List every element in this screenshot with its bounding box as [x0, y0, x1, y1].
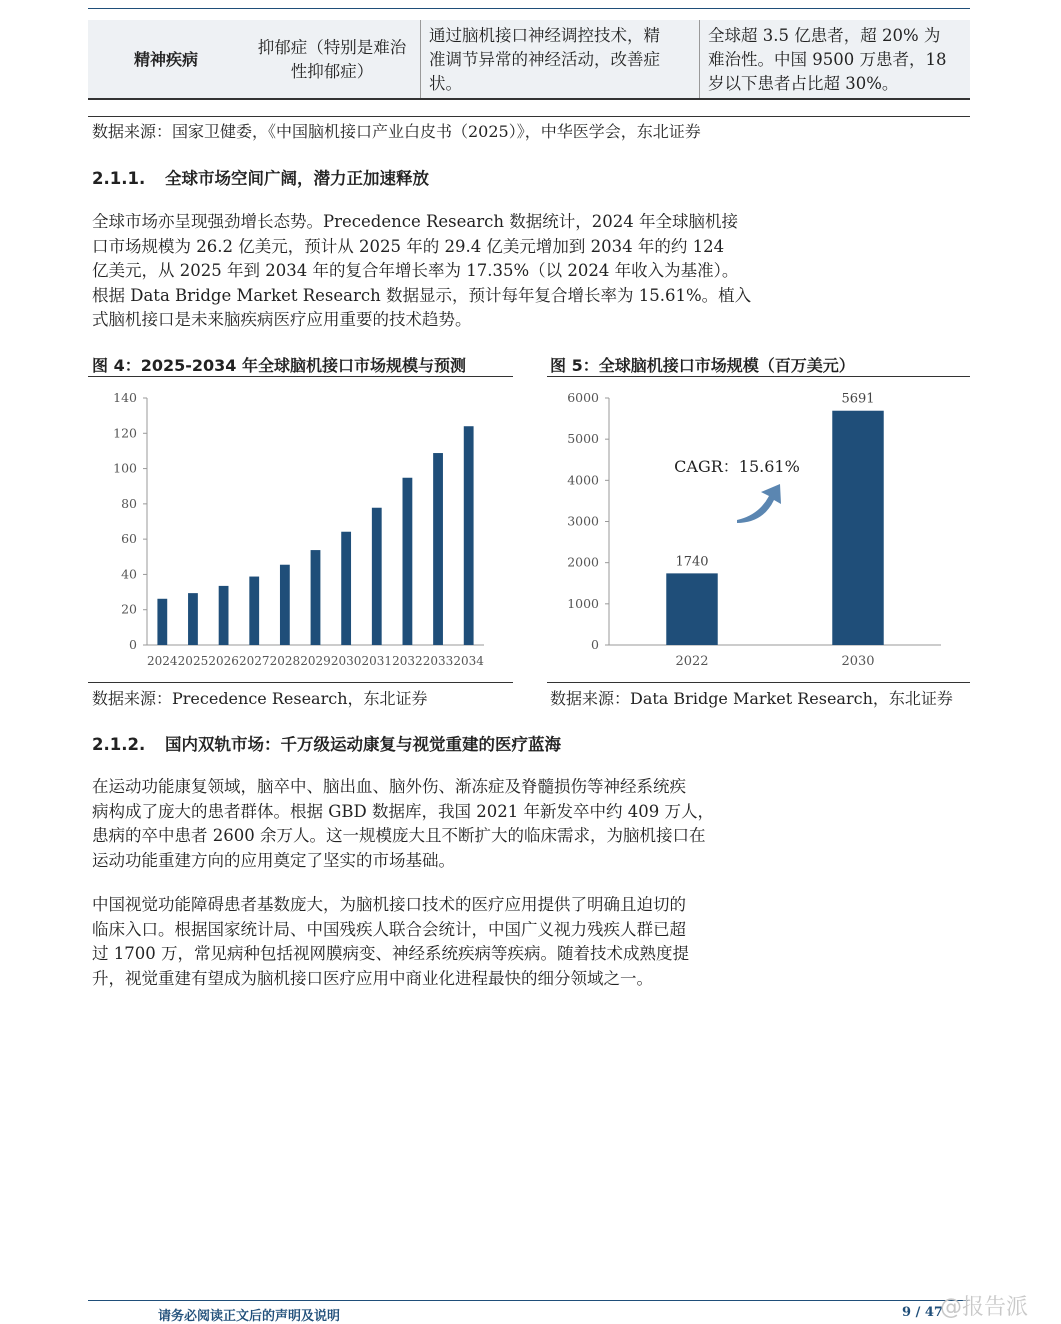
section-2-1-1-heading: [92, 165, 429, 189]
fig5-source: 数据来源：Data Bridge Market Research，东北证券: [550, 689, 953, 708]
y-tick-label: 60: [121, 531, 137, 547]
tech-cell: [421, 20, 700, 100]
x-tick-label: 2026: [208, 654, 239, 668]
disease-table: [88, 20, 970, 100]
fig4-title: 图 4：2025-2034 年全球脑机接口市场规模与预测: [92, 356, 466, 375]
cagr-label: CAGR：15.61%: [674, 457, 800, 476]
stats-line: 难治性。中国 9500 万患者，18: [708, 50, 947, 69]
paragraph-line: 亿美元，从 2025 年到 2034 年的复合年增长率为 17.35%（以 2024 年收入为基准）。: [92, 261, 739, 280]
y-tick-label: 100: [113, 460, 137, 476]
paragraph-line: 病构成了庞大的患者群体。根据 GBD 数据库，我国 2021 年新发卒中约 409 万人，: [92, 801, 714, 821]
x-tick-label: 2022: [675, 654, 709, 669]
fig5-title-rule: [547, 376, 970, 377]
up-arrow-icon: [737, 484, 781, 523]
section-number: 2.1.2.: [92, 735, 146, 754]
x-tick-label: 2028: [269, 654, 301, 668]
bar: [280, 565, 290, 645]
paragraph-line: 口市场规模为 26.2 亿美元，预计从 2025 年的 29.4 亿美元增加到 2034 年的约 124: [92, 236, 725, 256]
section-title: 国内双轨市场：千万级运动康复与视觉重建的医疗蓝海: [165, 735, 561, 754]
y-tick-label: 3000: [567, 513, 599, 529]
section-2-1-1-paragraph: [92, 210, 764, 333]
paragraph-line: 全球市场亦呈现强劲增长态势。Precedence Research 数据统计，2024 年全球脑机接: [92, 212, 738, 231]
paragraph-line: 升，视觉重建有望成为脑机接口医疗应用中商业化进程最快的细分领域之一。: [92, 968, 653, 988]
table-bottom-rule: [88, 98, 970, 100]
y-tick-label: 2000: [567, 554, 599, 570]
y-tick-label: 1000: [567, 595, 599, 611]
footer-notice: 请务必阅读正文后的声明及说明: [158, 1309, 341, 1324]
y-tick-label: 140: [113, 390, 137, 405]
table-bottom-rule-2: [88, 116, 970, 117]
tech-line: 状。: [429, 74, 462, 93]
condition-cell: 抑郁症（特别是难治性抑郁症）: [244, 20, 421, 100]
stats-line: 岁以下患者占比超 30%。: [708, 74, 899, 93]
x-tick-label: 2030: [841, 654, 875, 669]
stats-line: 全球超 3.5 亿患者，超 20% 为: [708, 26, 941, 45]
fig5-bar-chart: [547, 380, 970, 680]
section-2-1-2-heading: [92, 731, 561, 755]
category-cell: 精神疾病: [133, 50, 198, 69]
x-tick-label: 2032: [392, 654, 423, 668]
fig5-title: 图 5：全球脑机接口市场规模（百万美元）: [550, 356, 855, 375]
fig4-title-rule: [88, 376, 513, 377]
x-tick-label: 2030: [330, 654, 362, 668]
y-tick-label: 5000: [567, 431, 599, 447]
y-tick-label: 4000: [567, 472, 599, 488]
bar-data-label: 5691: [841, 391, 875, 407]
bar: [188, 593, 198, 645]
bar: [219, 586, 229, 645]
bar: [311, 550, 321, 645]
bar: [433, 453, 443, 645]
bar: [372, 508, 382, 645]
paragraph-line: 根据 Data Bridge Market Research 数据显示，预计每年复合增长率为 15.61%。植入: [92, 285, 752, 305]
table-source: 数据来源：国家卫健委，《中国脑机接口产业白皮书（2025）》，中华医学会，东北证券: [92, 122, 701, 141]
tech-line: 通过脑机接口神经调控技术，精: [429, 26, 660, 45]
x-tick-label: 2027: [238, 654, 270, 668]
bar: [341, 532, 351, 645]
paragraph-line: 过 1700 万，常见病种包括视网膜病变、神经系统疾病等疾病。随着技术成熟度提: [92, 944, 689, 963]
section-2-1-2-paragraph-1: [92, 775, 764, 873]
header-rule: [88, 0, 970, 9]
bar: [666, 573, 717, 645]
bar: [403, 478, 413, 645]
section-2-1-2-paragraph-2: [92, 893, 764, 991]
tech-line: 准调节异常的神经活动，改善症: [429, 50, 660, 69]
paragraph-line: 运动功能重建方向的应用奠定了坚实的市场基础。: [92, 850, 455, 870]
y-tick-label: 0: [591, 637, 599, 652]
x-tick-label: 2034: [453, 654, 484, 668]
bar: [464, 426, 474, 645]
y-tick-label: 20: [121, 601, 137, 617]
paragraph-line: 中国视觉功能障碍患者基数庞大，为脑机接口技术的医疗应用提供了明确且迫切的: [92, 895, 686, 914]
footer-rule: [88, 1300, 970, 1301]
fig4-source: 数据来源：Precedence Research，东北证券: [92, 689, 428, 708]
fig5-bottom-rule: [547, 682, 970, 683]
bar: [249, 577, 259, 645]
y-tick-label: 80: [121, 495, 137, 511]
y-tick-label: 6000: [567, 390, 599, 405]
section-title: 全球市场空间广阔，潜力正加速释放: [165, 169, 429, 188]
paragraph-line: 临床入口。根据国家统计局、中国残疾人联合会统计，中国广义视力残疾人群已超: [92, 919, 686, 939]
cagr-annotation: [674, 457, 800, 523]
x-tick-label: 2024: [147, 654, 178, 668]
fig4-bottom-rule: [88, 682, 513, 683]
bar: [157, 599, 167, 645]
bar-data-label: 1740: [675, 554, 709, 570]
x-tick-label: 2031: [361, 654, 393, 668]
x-tick-label: 2025: [177, 654, 209, 668]
y-tick-label: 0: [129, 637, 137, 652]
section-number: 2.1.1.: [92, 169, 146, 188]
y-tick-label: 120: [113, 425, 137, 441]
paragraph-line: 式脑机接口是未来脑疾病医疗应用重要的技术趋势。: [92, 310, 472, 329]
watermark: @报告派: [940, 1295, 1029, 1320]
fig4-bar-chart: [88, 380, 513, 680]
x-tick-label: 2033: [422, 654, 454, 668]
bar: [832, 411, 883, 645]
page-number: 9 / 47: [902, 1305, 943, 1320]
paragraph-line: 患病的卒中患者 2600 余万人。这一规模庞大且不断扩大的临床需求，为脑机接口在: [92, 826, 706, 845]
stats-cell: [700, 20, 971, 100]
x-tick-label: 2029: [300, 654, 331, 668]
y-tick-label: 40: [121, 566, 137, 582]
paragraph-line: 在运动功能康复领域，脑卒中、脑出血、脑外伤、渐冻症及脊髓损伤等神经系统疾: [92, 777, 686, 796]
table-row: [88, 20, 970, 100]
